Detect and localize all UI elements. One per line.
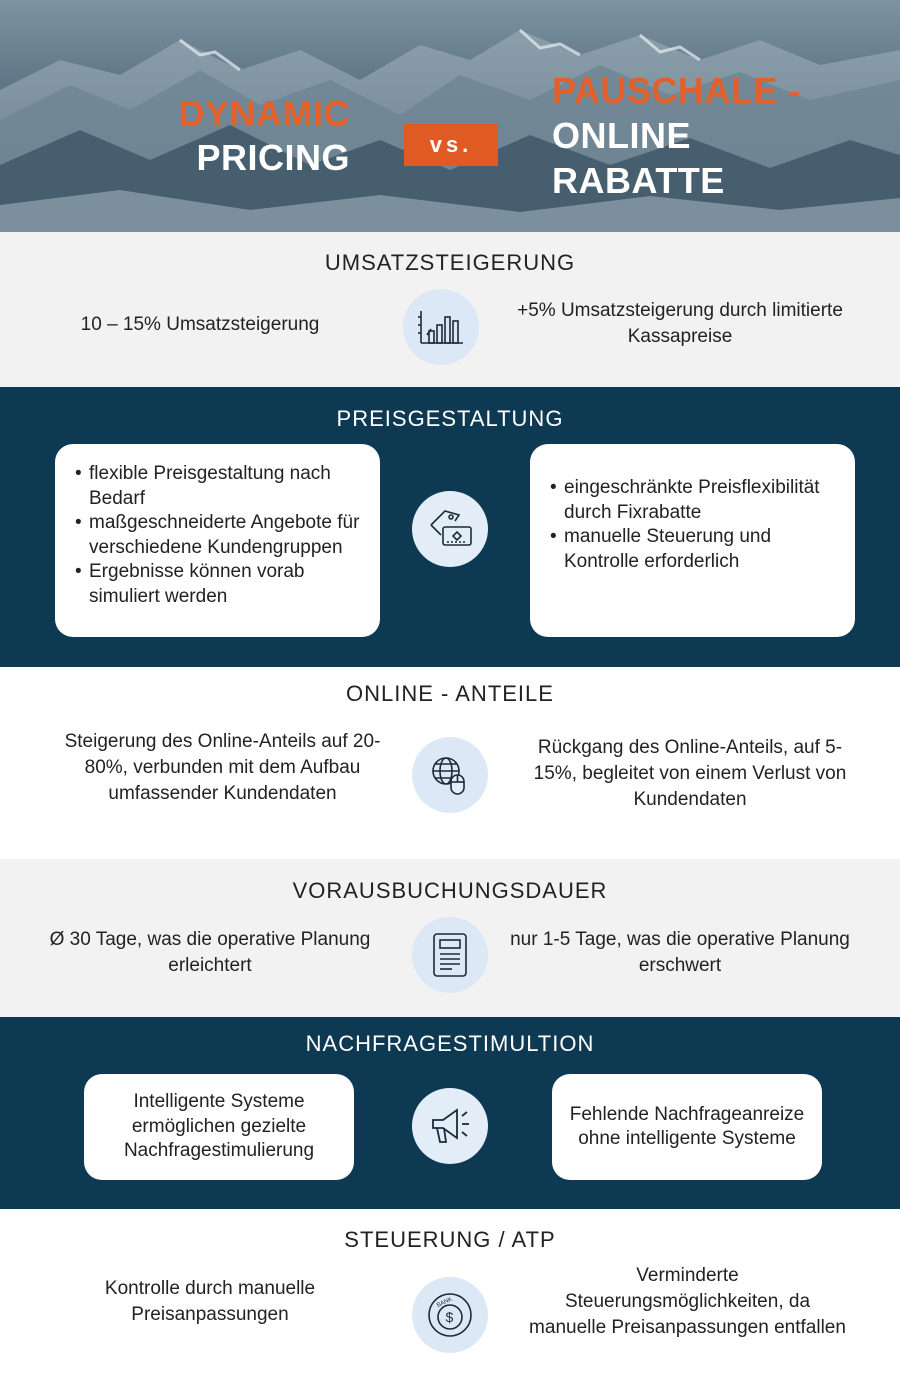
bank-label: BANK: [436, 1296, 454, 1309]
section-vorausbuchungsdauer: [0, 859, 900, 1017]
bank-coin-icon: [412, 1277, 488, 1353]
right-card: [530, 444, 855, 637]
right-text: nur 1-5 Tage, was die operative Planung erschwert: [510, 929, 850, 976]
section-title: NACHFRAGESTIMULTION: [305, 1031, 595, 1056]
section-title: ONLINE - ANTEILE: [346, 681, 554, 706]
section-online-anteile: [0, 667, 900, 859]
megaphone-icon: [412, 1088, 488, 1164]
left-heading-line1: DYNAMIC: [178, 93, 350, 134]
left-bullet-list: [75, 462, 364, 609]
bullet-item: • eingeschränkte Preisflexibilität durch Fixrabatte: [550, 476, 839, 525]
right-text: +5% Umsatzsteigerung durch limitierte Kassapreise: [517, 300, 843, 347]
bullet-item: • manuelle Steuerung und Kontrolle erforderlich: [550, 525, 839, 574]
section-preisgestaltung: [0, 387, 900, 667]
price-tag-icon: [412, 491, 488, 567]
left-text: Kontrolle durch manuelle Preisanpassungen: [104, 1278, 316, 1325]
bullet-item: • flexible Preisgestaltung nach Bedarf: [75, 462, 364, 511]
section-title: VORAUSBUCHUNGSDAUER: [292, 878, 608, 903]
left-heading: [140, 92, 350, 180]
vs-badge: vs.: [404, 124, 498, 166]
hero-header: [0, 0, 900, 232]
bar-chart-icon: [403, 289, 479, 365]
left-text: Steigerung des Online-Anteils auf 20-80%, verbunden mit dem Aufbau umfassender Kundendaten: [64, 731, 381, 804]
right-heading-line1: PAUSCHALE -: [552, 70, 801, 111]
section-nachfragestimulation: [0, 1017, 900, 1209]
left-card: Intelligente Systeme ermöglichen gezielte Nachfragestimulierung: [84, 1074, 354, 1180]
bullet-item: • Ergebnisse können vorab simuliert werden: [75, 560, 364, 609]
left-text: Ø 30 Tage, was die operative Planung erleichtert: [49, 929, 371, 976]
globe-mouse-icon: [412, 737, 488, 813]
bullet-item: • maßgeschneiderte Angebote für verschiedene Kundengruppen: [75, 511, 364, 560]
section-steuerung-atp: [0, 1209, 900, 1386]
document-icon: [412, 917, 488, 993]
right-heading: [552, 68, 872, 203]
left-card: [55, 444, 380, 637]
right-text: Verminderte Steuerungsmöglichkeiten, da manuelle Preisanpassungen entfallen: [529, 1265, 846, 1338]
right-bullet-list: [550, 476, 839, 574]
right-heading-line3: RABATTE: [552, 160, 725, 201]
section-title: STEUERUNG / ATP: [344, 1227, 556, 1252]
section-title: UMSATZSTEIGERUNG: [324, 250, 576, 275]
right-heading-line2: ONLINE: [552, 115, 692, 156]
right-card: Fehlende Nachfrageanreize ohne intelligente Systeme: [552, 1074, 822, 1180]
section-umsatzsteigerung: [0, 232, 900, 387]
svg-text:$: $: [445, 1309, 454, 1325]
left-heading-line2: PRICING: [196, 137, 350, 178]
left-text: 10 – 15% Umsatzsteigerung: [80, 314, 320, 335]
section-title: PREISGESTALTUNG: [336, 406, 564, 431]
right-text: Rückgang des Online-Anteils, auf 5-15%, begleitet von einem Verlust von Kundendaten: [533, 737, 847, 810]
